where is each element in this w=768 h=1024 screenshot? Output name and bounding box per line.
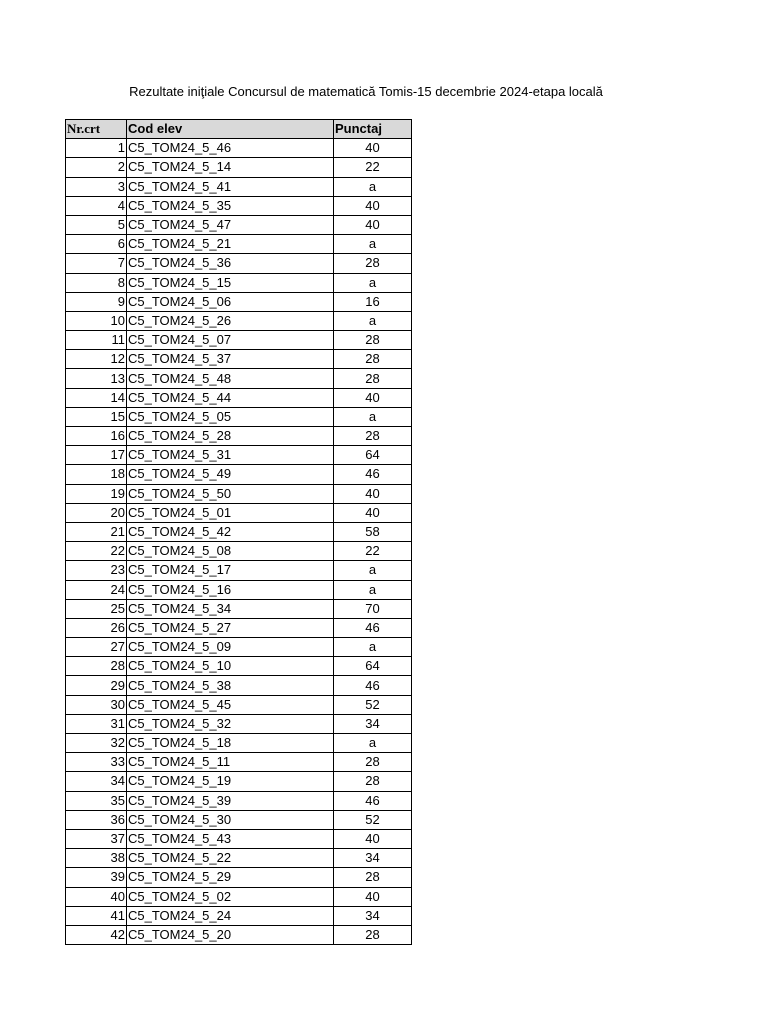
nr-cell: 40 [66,887,127,906]
score-cell: 40 [334,388,412,407]
table-row [66,407,412,426]
score-cell: a [334,561,412,580]
table-row [66,369,412,388]
table-row [66,235,412,254]
score-cell: 22 [334,542,412,561]
nr-cell: 14 [66,388,127,407]
nr-cell: 24 [66,580,127,599]
score-cell: 28 [334,925,412,944]
score-cell: 28 [334,427,412,446]
nr-cell: 34 [66,772,127,791]
table-row [66,829,412,848]
code-cell: C5_TOM24_5_14 [127,158,334,177]
nr-cell: 22 [66,542,127,561]
code-cell: C5_TOM24_5_06 [127,292,334,311]
code-cell: C5_TOM24_5_34 [127,599,334,618]
table-row [66,714,412,733]
score-cell: 70 [334,599,412,618]
score-cell: 40 [334,139,412,158]
code-cell: C5_TOM24_5_22 [127,849,334,868]
nr-cell: 2 [66,158,127,177]
score-cell: 34 [334,906,412,925]
score-cell: 28 [334,254,412,273]
nr-cell: 6 [66,235,127,254]
nr-cell: 9 [66,292,127,311]
score-cell: 28 [334,331,412,350]
code-cell: C5_TOM24_5_24 [127,906,334,925]
nr-cell: 36 [66,810,127,829]
nr-cell: 8 [66,273,127,292]
table-row [66,561,412,580]
table-row [66,388,412,407]
nr-cell: 15 [66,407,127,426]
table-row [66,465,412,484]
score-cell: a [334,734,412,753]
score-cell: 40 [334,829,412,848]
code-cell: C5_TOM24_5_43 [127,829,334,848]
nr-cell: 28 [66,657,127,676]
table-row [66,292,412,311]
table-row [66,772,412,791]
table-body [66,139,412,945]
code-cell: C5_TOM24_5_17 [127,561,334,580]
nr-cell: 1 [66,139,127,158]
score-cell: 46 [334,676,412,695]
table-row [66,638,412,657]
score-cell: 34 [334,714,412,733]
table-row [66,254,412,273]
table-row [66,810,412,829]
code-cell: C5_TOM24_5_45 [127,695,334,714]
code-cell: C5_TOM24_5_28 [127,427,334,446]
table-row [66,925,412,944]
nr-cell: 37 [66,829,127,848]
code-cell: C5_TOM24_5_19 [127,772,334,791]
nr-cell: 29 [66,676,127,695]
table-row [66,350,412,369]
table-row [66,215,412,234]
score-cell: 40 [334,196,412,215]
nr-cell: 16 [66,427,127,446]
score-cell: 52 [334,810,412,829]
score-cell: 28 [334,868,412,887]
code-cell: C5_TOM24_5_02 [127,887,334,906]
table-row [66,580,412,599]
nr-cell: 42 [66,925,127,944]
nr-cell: 23 [66,561,127,580]
header-cod-elev: Cod elev [127,120,334,139]
code-cell: C5_TOM24_5_48 [127,369,334,388]
code-cell: C5_TOM24_5_49 [127,465,334,484]
nr-cell: 7 [66,254,127,273]
score-cell: 64 [334,446,412,465]
code-cell: C5_TOM24_5_15 [127,273,334,292]
table-row [66,542,412,561]
table-row [66,887,412,906]
table-row [66,273,412,292]
code-cell: C5_TOM24_5_21 [127,235,334,254]
code-cell: C5_TOM24_5_32 [127,714,334,733]
score-cell: 40 [334,887,412,906]
code-cell: C5_TOM24_5_42 [127,522,334,541]
table-row [66,196,412,215]
table-row [66,618,412,637]
table-row [66,906,412,925]
code-cell: C5_TOM24_5_44 [127,388,334,407]
score-cell: a [334,273,412,292]
code-cell: C5_TOM24_5_05 [127,407,334,426]
table-row [66,331,412,350]
nr-cell: 31 [66,714,127,733]
code-cell: C5_TOM24_5_46 [127,139,334,158]
nr-cell: 18 [66,465,127,484]
table-row [66,734,412,753]
code-cell: C5_TOM24_5_18 [127,734,334,753]
page-title: Rezultate iniţiale Concursul de matematică Tomis-15 decembrie 2024-etapa locală [129,84,603,99]
score-cell: a [334,580,412,599]
code-cell: C5_TOM24_5_26 [127,311,334,330]
score-cell: 40 [334,503,412,522]
nr-cell: 17 [66,446,127,465]
code-cell: C5_TOM24_5_08 [127,542,334,561]
code-cell: C5_TOM24_5_11 [127,753,334,772]
code-cell: C5_TOM24_5_09 [127,638,334,657]
score-cell: a [334,638,412,657]
table-row [66,311,412,330]
nr-cell: 4 [66,196,127,215]
nr-cell: 20 [66,503,127,522]
code-cell: C5_TOM24_5_36 [127,254,334,273]
nr-cell: 25 [66,599,127,618]
header-punctaj: Punctaj [334,120,412,139]
nr-cell: 11 [66,331,127,350]
score-cell: a [334,311,412,330]
score-cell: 58 [334,522,412,541]
score-cell: a [334,235,412,254]
score-cell: a [334,407,412,426]
table-row [66,158,412,177]
table-row [66,849,412,868]
score-cell: 34 [334,849,412,868]
code-cell: C5_TOM24_5_20 [127,925,334,944]
nr-cell: 10 [66,311,127,330]
nr-cell: 12 [66,350,127,369]
table-row [66,676,412,695]
score-cell: 64 [334,657,412,676]
nr-cell: 27 [66,638,127,657]
nr-cell: 39 [66,868,127,887]
nr-cell: 33 [66,753,127,772]
code-cell: C5_TOM24_5_37 [127,350,334,369]
table-row [66,791,412,810]
code-cell: C5_TOM24_5_29 [127,868,334,887]
results-table [65,119,412,945]
code-cell: C5_TOM24_5_10 [127,657,334,676]
table-row [66,139,412,158]
nr-cell: 21 [66,522,127,541]
score-cell: 46 [334,465,412,484]
code-cell: C5_TOM24_5_38 [127,676,334,695]
table-row [66,484,412,503]
table-row [66,657,412,676]
code-cell: C5_TOM24_5_41 [127,177,334,196]
nr-cell: 19 [66,484,127,503]
table-row [66,695,412,714]
table-row [66,503,412,522]
header-nr-crt: Nr.crt [66,120,127,139]
code-cell: C5_TOM24_5_27 [127,618,334,637]
score-cell: 28 [334,350,412,369]
nr-cell: 32 [66,734,127,753]
code-cell: C5_TOM24_5_39 [127,791,334,810]
score-cell: a [334,177,412,196]
score-cell: 46 [334,791,412,810]
code-cell: C5_TOM24_5_31 [127,446,334,465]
nr-cell: 41 [66,906,127,925]
nr-cell: 30 [66,695,127,714]
code-cell: C5_TOM24_5_16 [127,580,334,599]
score-cell: 28 [334,753,412,772]
score-cell: 52 [334,695,412,714]
code-cell: C5_TOM24_5_47 [127,215,334,234]
score-cell: 40 [334,215,412,234]
table-row [66,427,412,446]
nr-cell: 26 [66,618,127,637]
nr-cell: 38 [66,849,127,868]
nr-cell: 13 [66,369,127,388]
code-cell: C5_TOM24_5_50 [127,484,334,503]
nr-cell: 5 [66,215,127,234]
code-cell: C5_TOM24_5_07 [127,331,334,350]
table-row [66,177,412,196]
table-row [66,599,412,618]
score-cell: 28 [334,772,412,791]
code-cell: C5_TOM24_5_35 [127,196,334,215]
table-row [66,446,412,465]
nr-cell: 3 [66,177,127,196]
nr-cell: 35 [66,791,127,810]
table-row [66,753,412,772]
score-cell: 40 [334,484,412,503]
table-row [66,868,412,887]
score-cell: 16 [334,292,412,311]
code-cell: C5_TOM24_5_30 [127,810,334,829]
code-cell: C5_TOM24_5_01 [127,503,334,522]
score-cell: 46 [334,618,412,637]
score-cell: 22 [334,158,412,177]
table-row [66,522,412,541]
table-header-row [66,120,412,139]
score-cell: 28 [334,369,412,388]
